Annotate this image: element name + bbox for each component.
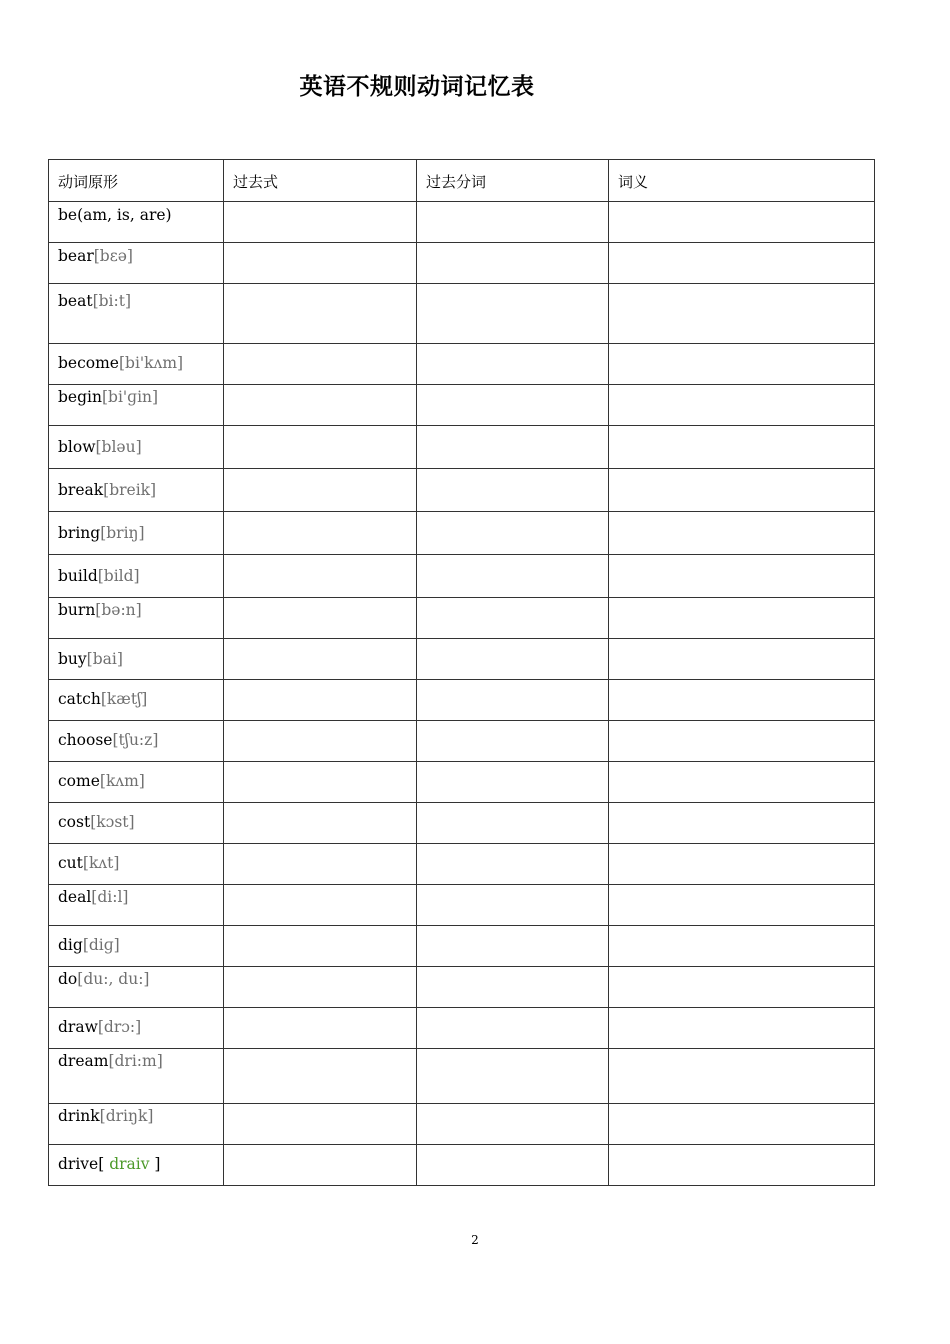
past-participle-cell[interactable] — [417, 1049, 609, 1104]
verb-phonetic: [briŋ] — [100, 524, 145, 542]
verb-word: come — [58, 772, 100, 790]
table-row — [49, 1145, 875, 1186]
past-tense-cell[interactable] — [224, 426, 417, 469]
verb-word: dream — [58, 1052, 109, 1070]
verb-cell — [49, 243, 224, 284]
table-row — [49, 469, 875, 512]
header-past-tense: 过去式 — [224, 160, 417, 202]
past-participle-cell[interactable] — [417, 885, 609, 926]
verb-cell — [49, 1008, 224, 1049]
verb-word: beat — [58, 292, 93, 310]
verb-cell — [49, 385, 224, 426]
past-participle-cell[interactable] — [417, 598, 609, 639]
table-row — [49, 1104, 875, 1145]
table-row — [49, 721, 875, 762]
past-participle-cell[interactable] — [417, 680, 609, 721]
verb-cell — [49, 1049, 224, 1104]
verb-word: bring — [58, 524, 101, 542]
verb-word: cost — [58, 813, 91, 831]
meaning-cell[interactable] — [609, 1104, 875, 1145]
past-tense-cell[interactable] — [224, 1145, 417, 1186]
verb-word: catch — [58, 690, 101, 708]
verb-cell — [49, 885, 224, 926]
verb-phonetic: [bild] — [97, 567, 140, 585]
table-row — [49, 202, 875, 243]
meaning-cell[interactable] — [609, 1049, 875, 1104]
meaning-cell[interactable] — [609, 598, 875, 639]
verb-phonetic: [diɡ] — [82, 936, 120, 954]
verb-phonetic: [tʃu:z] — [112, 731, 159, 749]
meaning-cell[interactable] — [609, 469, 875, 512]
verb-phonetic: [drɔ:] — [97, 1018, 142, 1036]
verb-cell — [49, 967, 224, 1008]
verb-word: dig — [58, 936, 83, 954]
verb-cell — [49, 844, 224, 885]
meaning-cell[interactable] — [609, 967, 875, 1008]
verb-word: be(am, is, are) — [58, 206, 172, 224]
past-participle-cell[interactable] — [417, 469, 609, 512]
verb-phonetic: [bi'kʌm] — [118, 354, 184, 372]
verb-word: deal — [58, 888, 92, 906]
past-tense-cell[interactable] — [224, 555, 417, 598]
verb-phonetic-close: ] — [149, 1155, 161, 1173]
table-row — [49, 426, 875, 469]
verb-phonetic: [bə:n] — [95, 601, 142, 619]
meaning-cell[interactable] — [609, 202, 875, 243]
table-row — [49, 803, 875, 844]
past-tense-cell[interactable] — [224, 284, 417, 344]
table-row — [49, 762, 875, 803]
past-participle-cell[interactable] — [417, 1145, 609, 1186]
table-row — [49, 885, 875, 926]
table-row — [49, 385, 875, 426]
table-row — [49, 344, 875, 385]
table-row — [49, 512, 875, 555]
meaning-cell[interactable] — [609, 426, 875, 469]
verb-phonetic: [du:, du:] — [77, 970, 150, 988]
verb-word: draw — [58, 1018, 98, 1036]
meaning-cell[interactable] — [609, 926, 875, 967]
meaning-cell[interactable] — [609, 385, 875, 426]
table-row — [49, 598, 875, 639]
past-participle-cell[interactable] — [417, 284, 609, 344]
meaning-cell[interactable] — [609, 844, 875, 885]
verb-word: become — [58, 354, 119, 372]
verb-word: begin — [58, 388, 102, 406]
verb-word: choose — [58, 731, 113, 749]
past-tense-cell[interactable] — [224, 512, 417, 555]
table-row — [49, 1008, 875, 1049]
past-participle-cell[interactable] — [417, 721, 609, 762]
table-row — [49, 1049, 875, 1104]
header-base-form: 动词原形 — [49, 160, 224, 202]
verb-cell — [49, 426, 224, 469]
past-participle-cell[interactable] — [417, 1104, 609, 1145]
verb-phonetic: [kɔst] — [90, 813, 135, 831]
verb-word: blow — [58, 438, 96, 456]
past-tense-cell[interactable] — [224, 1104, 417, 1145]
past-tense-cell[interactable] — [224, 721, 417, 762]
verb-phonetic: [bεə] — [93, 247, 133, 265]
verb-phonetic: [bləu] — [95, 438, 142, 456]
table-row — [49, 243, 875, 284]
verb-phonetic: [bi:t] — [92, 292, 132, 310]
verb-word: cut — [58, 854, 83, 872]
table-row — [49, 844, 875, 885]
past-tense-cell[interactable] — [224, 243, 417, 284]
meaning-cell[interactable] — [609, 512, 875, 555]
verb-word: break — [58, 481, 104, 499]
verb-cell — [49, 721, 224, 762]
verb-phonetic: [bai] — [86, 650, 123, 668]
table-row — [49, 967, 875, 1008]
verb-phonetic: [kʌt] — [82, 854, 120, 872]
meaning-cell[interactable] — [609, 1008, 875, 1049]
verb-word: do — [58, 970, 78, 988]
past-participle-cell[interactable] — [417, 202, 609, 243]
meaning-cell[interactable] — [609, 1145, 875, 1186]
past-tense-cell[interactable] — [224, 202, 417, 243]
page-number: 2 — [471, 1233, 479, 1247]
verb-cell — [49, 680, 224, 721]
past-tense-cell[interactable] — [224, 1049, 417, 1104]
past-tense-cell[interactable] — [224, 680, 417, 721]
past-tense-cell[interactable] — [224, 639, 417, 680]
past-participle-cell[interactable] — [417, 512, 609, 555]
meaning-cell[interactable] — [609, 762, 875, 803]
verb-word: drive — [58, 1155, 99, 1173]
verb-cell — [49, 1145, 224, 1186]
past-participle-cell[interactable] — [417, 844, 609, 885]
past-tense-cell[interactable] — [224, 885, 417, 926]
past-participle-cell[interactable] — [417, 803, 609, 844]
verb-cell — [49, 284, 224, 344]
verb-cell — [49, 344, 224, 385]
meaning-cell[interactable] — [609, 803, 875, 844]
table-header-row — [49, 160, 875, 202]
meaning-cell[interactable] — [609, 344, 875, 385]
table-row — [49, 639, 875, 680]
past-participle-cell[interactable] — [417, 1008, 609, 1049]
verb-phonetic: [driŋk] — [99, 1107, 154, 1125]
past-tense-cell[interactable] — [224, 967, 417, 1008]
meaning-cell[interactable] — [609, 721, 875, 762]
table-row — [49, 284, 875, 344]
verb-cell — [49, 1104, 224, 1145]
meaning-cell[interactable] — [609, 243, 875, 284]
verb-cell — [49, 598, 224, 639]
past-tense-cell[interactable] — [224, 344, 417, 385]
verb-phonetic: [di:l] — [91, 888, 129, 906]
table-row — [49, 926, 875, 967]
verb-cell — [49, 555, 224, 598]
past-participle-cell[interactable] — [417, 555, 609, 598]
verb-cell — [49, 639, 224, 680]
verb-phonetic: [ — [98, 1155, 105, 1173]
verb-cell — [49, 762, 224, 803]
past-tense-cell[interactable] — [224, 469, 417, 512]
past-tense-cell[interactable] — [224, 844, 417, 885]
header-past-participle: 过去分词 — [417, 160, 609, 202]
past-tense-cell[interactable] — [224, 598, 417, 639]
meaning-cell[interactable] — [609, 680, 875, 721]
page-title: 英语不规则动词记忆表 — [299, 74, 535, 100]
verb-cell — [49, 202, 224, 243]
verb-phonetic: [bi'ɡin] — [101, 388, 159, 406]
verb-word: build — [58, 567, 98, 585]
header-meaning: 词义 — [609, 160, 875, 202]
verb-cell — [49, 512, 224, 555]
verb-phonetic: [kʌm] — [99, 772, 145, 790]
meaning-cell[interactable] — [609, 639, 875, 680]
meaning-cell[interactable] — [609, 284, 875, 344]
verb-cell — [49, 926, 224, 967]
verb-phonetic: [kætʃ] — [100, 690, 148, 708]
past-participle-cell[interactable] — [417, 385, 609, 426]
verb-phonetic-highlighted: draiv — [104, 1155, 150, 1173]
verb-word: burn — [58, 601, 96, 619]
table-row — [49, 555, 875, 598]
past-participle-cell[interactable] — [417, 639, 609, 680]
meaning-cell[interactable] — [609, 885, 875, 926]
past-participle-cell[interactable] — [417, 762, 609, 803]
past-tense-cell[interactable] — [224, 926, 417, 967]
verb-word: drink — [58, 1107, 100, 1125]
past-participle-cell[interactable] — [417, 243, 609, 284]
past-participle-cell[interactable] — [417, 344, 609, 385]
verb-phonetic: [breik] — [103, 481, 157, 499]
verb-phonetic: [dri:m] — [108, 1052, 163, 1070]
past-tense-cell[interactable] — [224, 803, 417, 844]
verb-word: bear — [58, 247, 94, 265]
table-row — [49, 680, 875, 721]
past-participle-cell[interactable] — [417, 426, 609, 469]
past-participle-cell[interactable] — [417, 967, 609, 1008]
past-tense-cell[interactable] — [224, 762, 417, 803]
past-tense-cell[interactable] — [224, 1008, 417, 1049]
verb-word: buy — [58, 650, 87, 668]
past-tense-cell[interactable] — [224, 385, 417, 426]
verb-cell — [49, 469, 224, 512]
verb-cell — [49, 803, 224, 844]
irregular-verbs-table — [48, 159, 875, 1186]
meaning-cell[interactable] — [609, 555, 875, 598]
past-participle-cell[interactable] — [417, 926, 609, 967]
